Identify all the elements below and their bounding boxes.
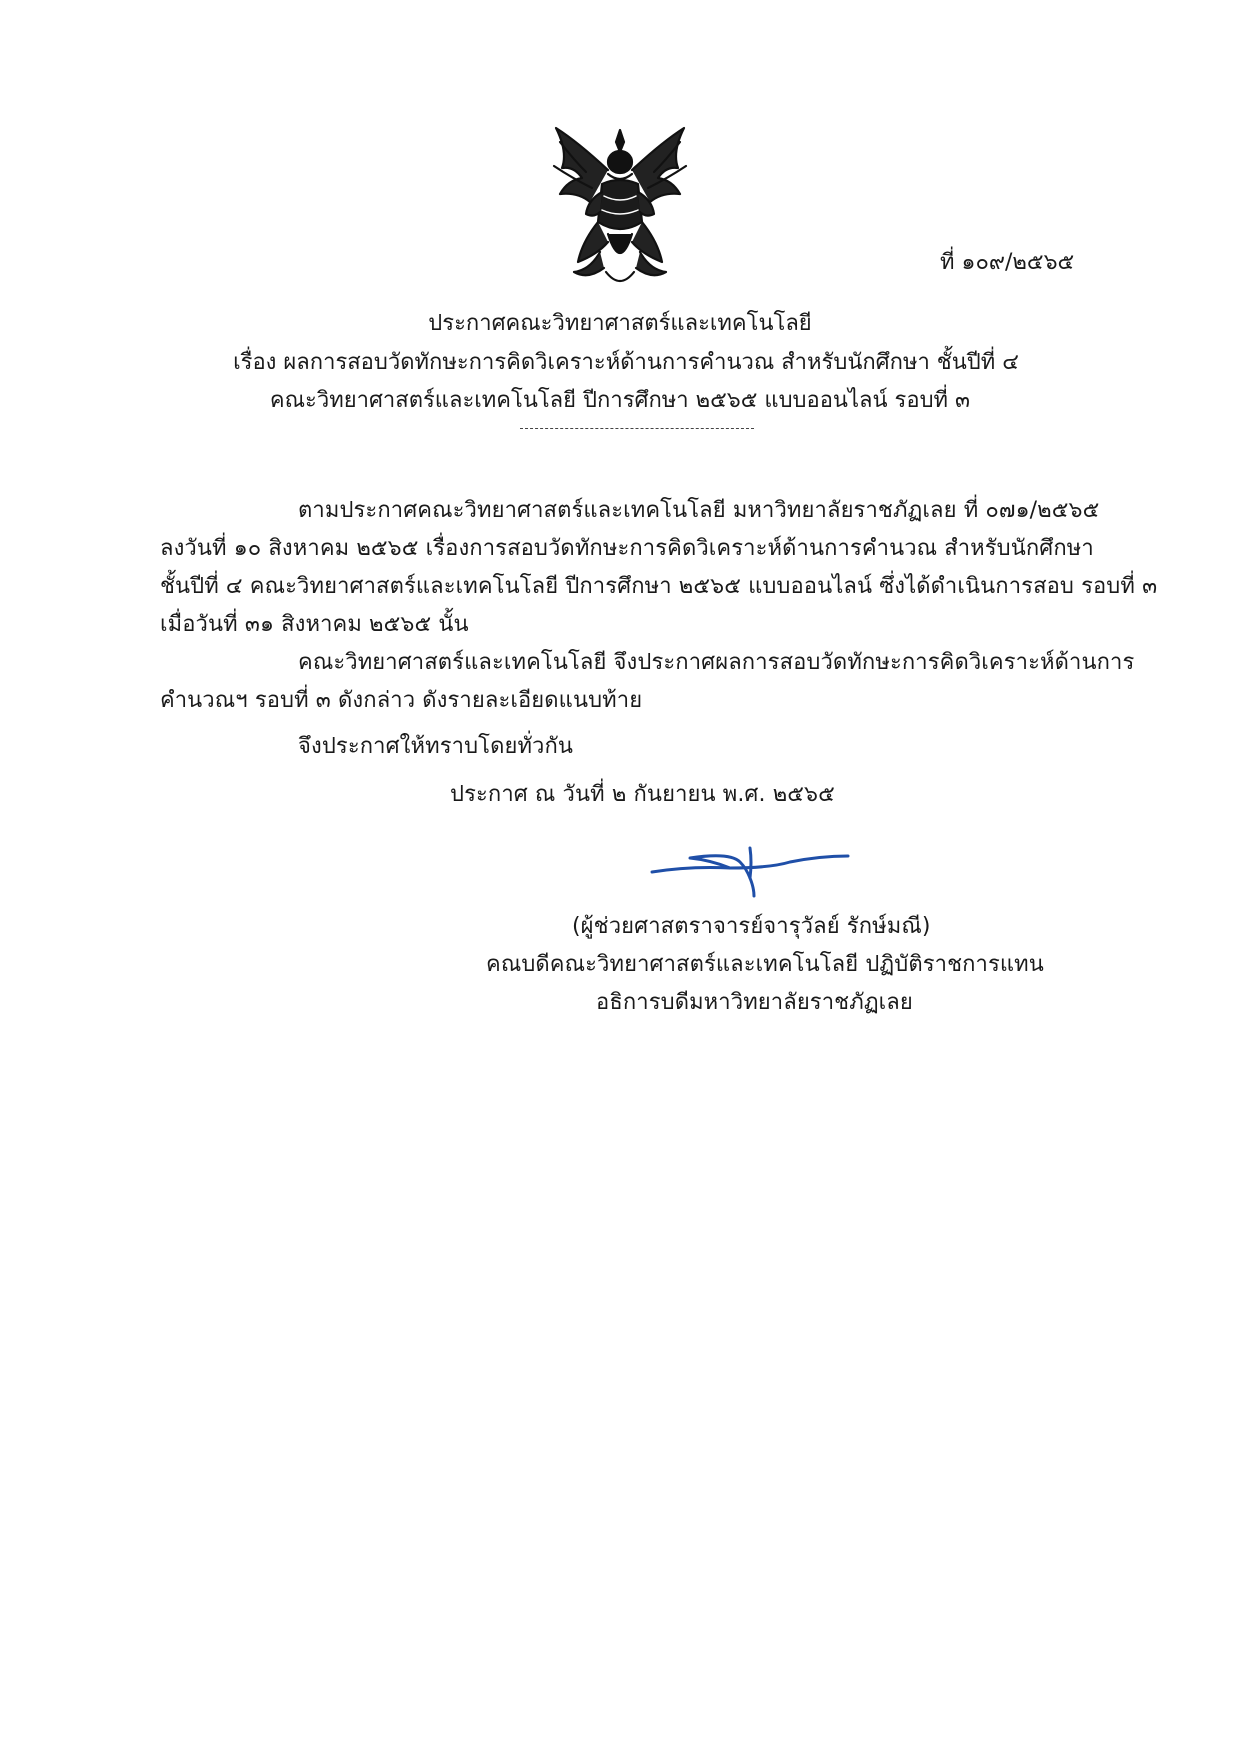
announcement-subject: เรื่อง ผลการสอบวัดทักษะการคิดวิเคราะห์ด้านการคำนวณ สำหรับนักศึกษา ชั้นปีที่ ๔ <box>233 350 1019 375</box>
closing-statement: จึงประกาศให้ทราบโดยทั่วกัน <box>298 734 574 759</box>
handwritten-signature <box>650 838 850 898</box>
signatory-title-1: คณบดีคณะวิทยาศาสตร์และเทคโนโลยี ปฏิบัติราชการแทน <box>486 952 1044 977</box>
heading-divider <box>520 428 754 429</box>
announcement-subject-cont: คณะวิทยาศาสตร์และเทคโนโลยี ปีการศึกษา ๒๕๖๕ แบบออนไลน์ รอบที่ ๓ <box>269 388 971 413</box>
signatory-name: (ผู้ช่วยศาสตราจารย์จารุวัลย์ รักษ์มณี) <box>572 914 931 939</box>
garuda-emblem-icon <box>538 122 702 292</box>
announcement-date: ประกาศ ณ วันที่ ๒ กันยายน พ.ศ. ๒๕๖๕ <box>450 782 835 807</box>
paragraph-1-line-3: ชั้นปีที่ ๔ คณะวิทยาศาสตร์และเทคโนโลยี ปีการศึกษา ๒๕๖๕ แบบออนไลน์ ซึ่งได้ดำเนินการสอบ รอบที่ ๓ <box>160 574 1158 599</box>
announcement-title: ประกาศคณะวิทยาศาสตร์และเทคโนโลยี <box>428 311 812 336</box>
paragraph-1-line-1: ตามประกาศคณะวิทยาศาสตร์และเทคโนโลยี มหาวิทยาลัยราชภัฏเลย ที่ ๐๗๑/๒๕๖๕ <box>298 498 1100 523</box>
paragraph-1-line-2: ลงวันที่ ๑๐ สิงหาคม ๒๕๖๕ เรื่องการสอบวัดทักษะการคิดวิเคราะห์ด้านการคำนวณ สำหรับนักศึกษา <box>160 536 1094 561</box>
document-number: ที่ ๑๐๙/๒๕๖๕ <box>940 250 1075 275</box>
paragraph-2-line-2: คำนวณฯ รอบที่ ๓ ดังกล่าว ดังรายละเอียดแนบท้าย <box>160 688 643 713</box>
paragraph-1-line-4: เมื่อวันที่ ๓๑ สิงหาคม ๒๕๖๕ นั้น <box>160 612 469 637</box>
paragraph-2-line-1: คณะวิทยาศาสตร์และเทคโนโลยี จึงประกาศผลการสอบวัดทักษะการคิดวิเคราะห์ด้านการ <box>298 650 1135 675</box>
signatory-title-2: อธิการบดีมหาวิทยาลัยราชภัฏเลย <box>596 990 913 1015</box>
